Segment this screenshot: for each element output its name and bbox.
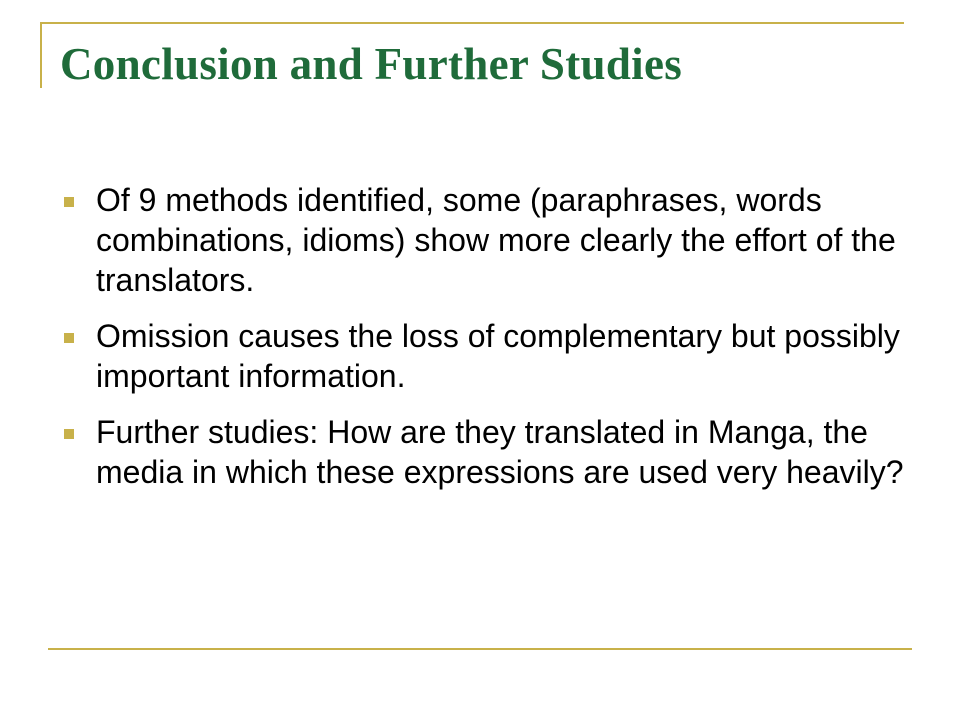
square-bullet-icon [64,333,74,343]
bullet-list [60,180,920,508]
bullet-text: Omission causes the loss of complementary but possibly important information. [96,318,900,394]
top-rule [40,22,904,24]
square-bullet-icon [64,429,74,439]
bullet-item [60,412,920,492]
bullet-text: Further studies: How are they translated in Manga, the media in which these expressions are used very heavily? [96,414,904,490]
bullet-item [60,180,920,300]
left-rule [40,22,42,88]
bullet-text: Of 9 methods identified, some (paraphrases, words combinations, idioms) show more clearly the effort of the translators. [96,182,896,298]
slide-title: Conclusion and Further Studies [60,39,683,89]
bottom-rule [48,648,912,650]
bullet-item [60,316,920,396]
square-bullet-icon [64,197,74,207]
